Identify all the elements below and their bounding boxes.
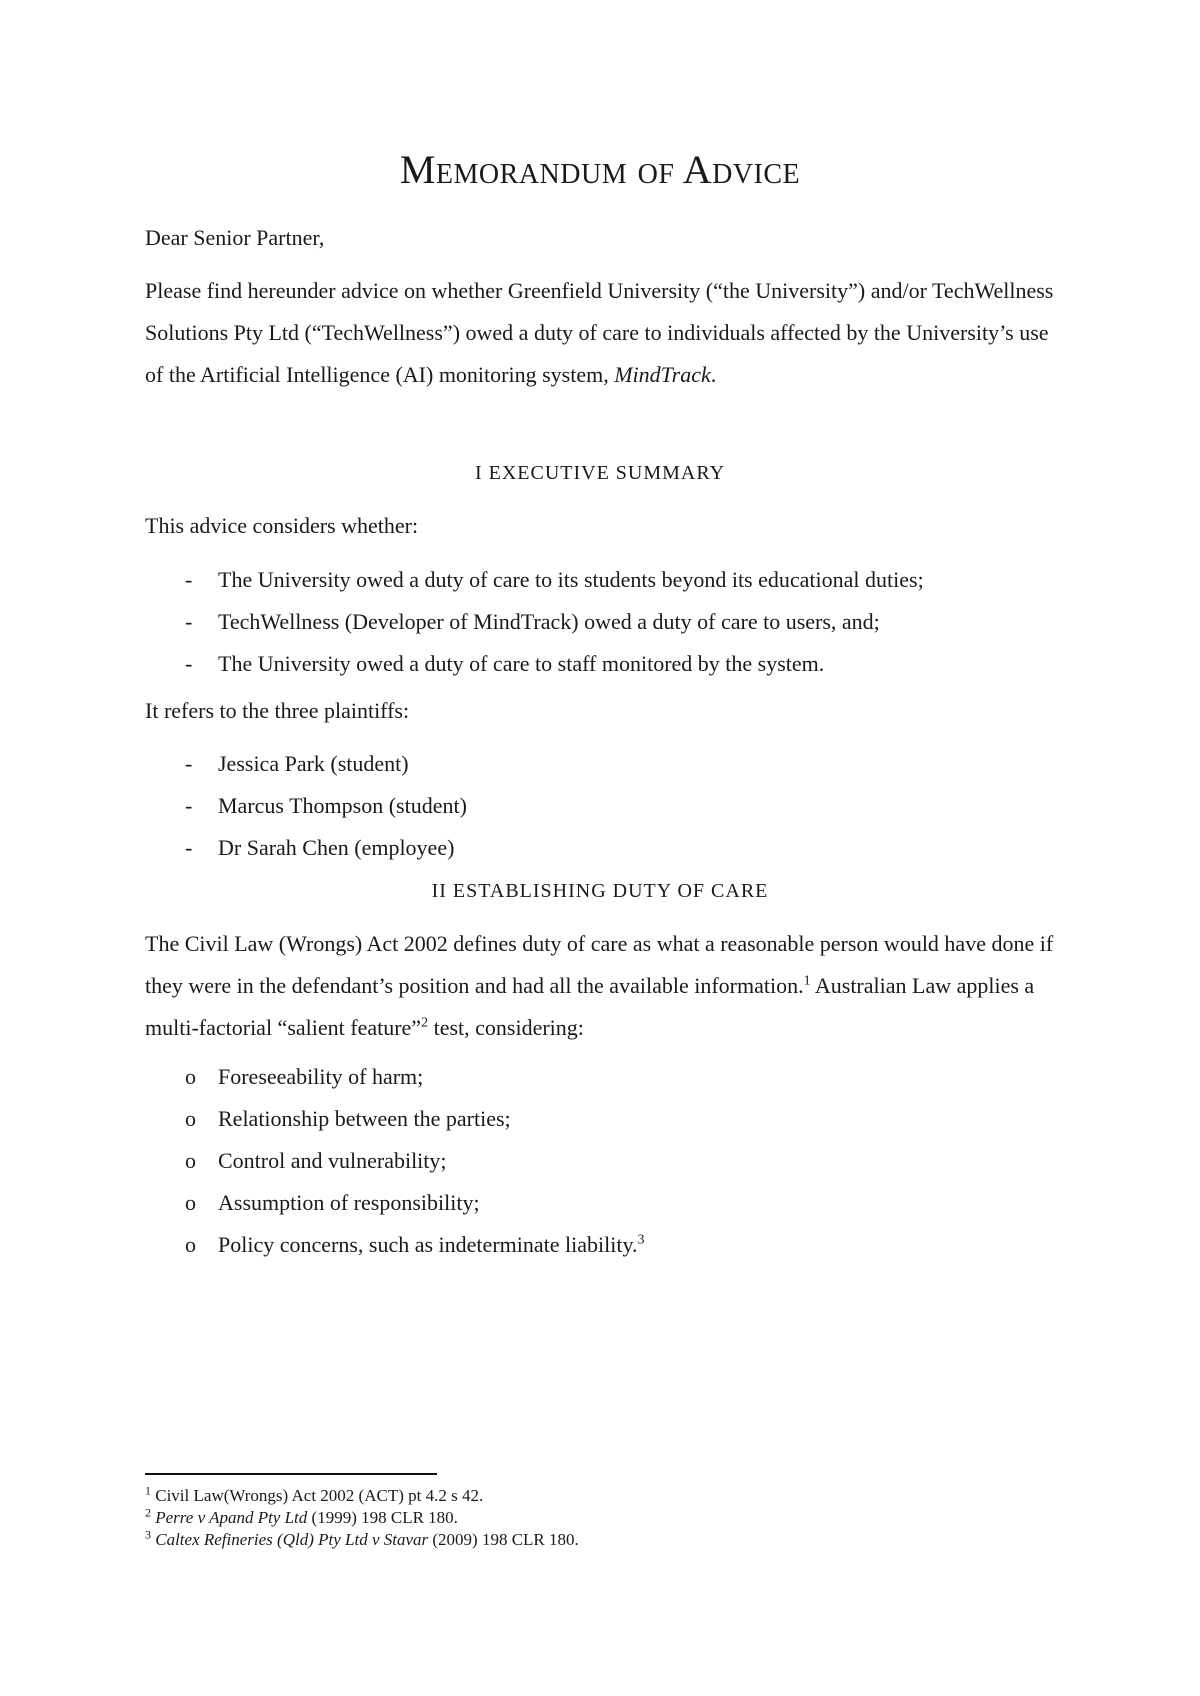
list-item-text: Assumption of responsibility; (218, 1190, 480, 1215)
dash-marker: - (185, 793, 193, 818)
list-item (145, 743, 1045, 785)
footnote-number: 3 (145, 1527, 151, 1542)
footnote-ref-3[interactable]: 3 (637, 1232, 645, 1248)
case-name: Caltex Refineries (Qld) Pty Ltd v Stavar (155, 1530, 429, 1549)
list-item-text: Policy concerns, such as indeterminate liability. (218, 1232, 638, 1257)
list-item (145, 1140, 1045, 1182)
list-item-text: TechWellness (Developer of MindTrack) owed a duty of care to users, and; (218, 609, 880, 634)
list-item-text: Jessica Park (student) (218, 751, 409, 776)
list-item-text: Foreseeability of harm; (218, 1064, 424, 1089)
list-item-text: Marcus Thompson (student) (218, 793, 467, 818)
duty-text-3: test, considering: (428, 1015, 584, 1040)
footnote-divider (145, 1473, 437, 1475)
section-heading-executive-summary: I EXECUTIVE SUMMARY (474, 462, 726, 484)
footnote-text: (1999) 198 CLR 180. (307, 1508, 458, 1527)
dash-marker: - (185, 567, 193, 592)
considerations-lead: This advice considers whether: (145, 513, 419, 538)
circle-marker: o (185, 1148, 196, 1173)
footnote-ref-2[interactable]: 2 (421, 1015, 429, 1031)
system-name: MindTrack (614, 362, 711, 387)
list-item (145, 785, 1045, 827)
circle-marker: o (185, 1232, 196, 1257)
dash-marker: - (185, 609, 193, 634)
footnote-ref-1[interactable]: 1 (803, 973, 811, 989)
footnote-number: 1 (145, 1483, 151, 1498)
footnote-3 (145, 1529, 1045, 1551)
intro-paragraph (145, 270, 1065, 396)
circle-marker: o (185, 1064, 196, 1089)
list-item (145, 1056, 1045, 1098)
footnote-number: 2 (145, 1505, 151, 1520)
footnote-text: Civil Law(Wrongs) Act 2002 (ACT) pt 4.2 s 42. (155, 1486, 484, 1505)
duty-text-2: Australian Law applies a multi-factorial “salient feature” (145, 973, 1035, 1040)
dash-marker: - (185, 651, 193, 676)
list-item (145, 1098, 1045, 1140)
list-item-text: Control and vulnerability; (218, 1148, 447, 1173)
intro-end: . (710, 362, 717, 387)
footnote-2 (145, 1507, 1045, 1529)
dash-marker: - (185, 835, 193, 860)
footnote-text: (2009) 198 CLR 180. (428, 1530, 579, 1549)
list-item (145, 643, 1045, 685)
plaintiffs-list (145, 743, 1045, 869)
plaintiffs-lead: It refers to the three plaintiffs: (145, 698, 410, 723)
salutation: Dear Senior Partner, (145, 225, 325, 250)
footnote-1 (145, 1485, 1045, 1507)
footnotes (145, 1485, 1045, 1551)
dash-marker: - (185, 751, 193, 776)
duty-text-1: The Civil Law (Wrongs) Act 2002 defines duty of care as what a reasonable person would have done if they were in the defendant’s position and had all the available information. (145, 931, 1054, 998)
factors-list (145, 1056, 1045, 1266)
duty-paragraph (145, 923, 1065, 1049)
circle-marker: o (185, 1106, 196, 1131)
list-item (145, 559, 1045, 601)
list-item-text: The University owed a duty of care to staff monitored by the system. (218, 651, 825, 676)
memo-title: Memorandum of Advice (399, 147, 801, 192)
section-heading-duty-of-care: II ESTABLISHING DUTY OF CARE (431, 880, 769, 902)
list-item (145, 601, 1045, 643)
list-item (145, 827, 1045, 869)
case-name: Perre v Apand Pty Ltd (155, 1508, 308, 1527)
list-item (145, 1224, 1045, 1266)
list-item-text: The University owed a duty of care to its students beyond its educational duties; (218, 567, 924, 592)
considerations-list (145, 559, 1045, 685)
list-item (145, 1182, 1045, 1224)
circle-marker: o (185, 1190, 196, 1215)
intro-text: Please find hereunder advice on whether Greenfield University (“the University”) and/or TechWellness Solutions Pty Ltd (“TechWellness”) owed a duty of care to individuals affected by the University’s use of the Artificial Intelligence (AI) monitoring system, (145, 278, 1054, 387)
list-item-text: Relationship between the parties; (218, 1106, 511, 1131)
list-item-text: Dr Sarah Chen (employee) (218, 835, 455, 860)
